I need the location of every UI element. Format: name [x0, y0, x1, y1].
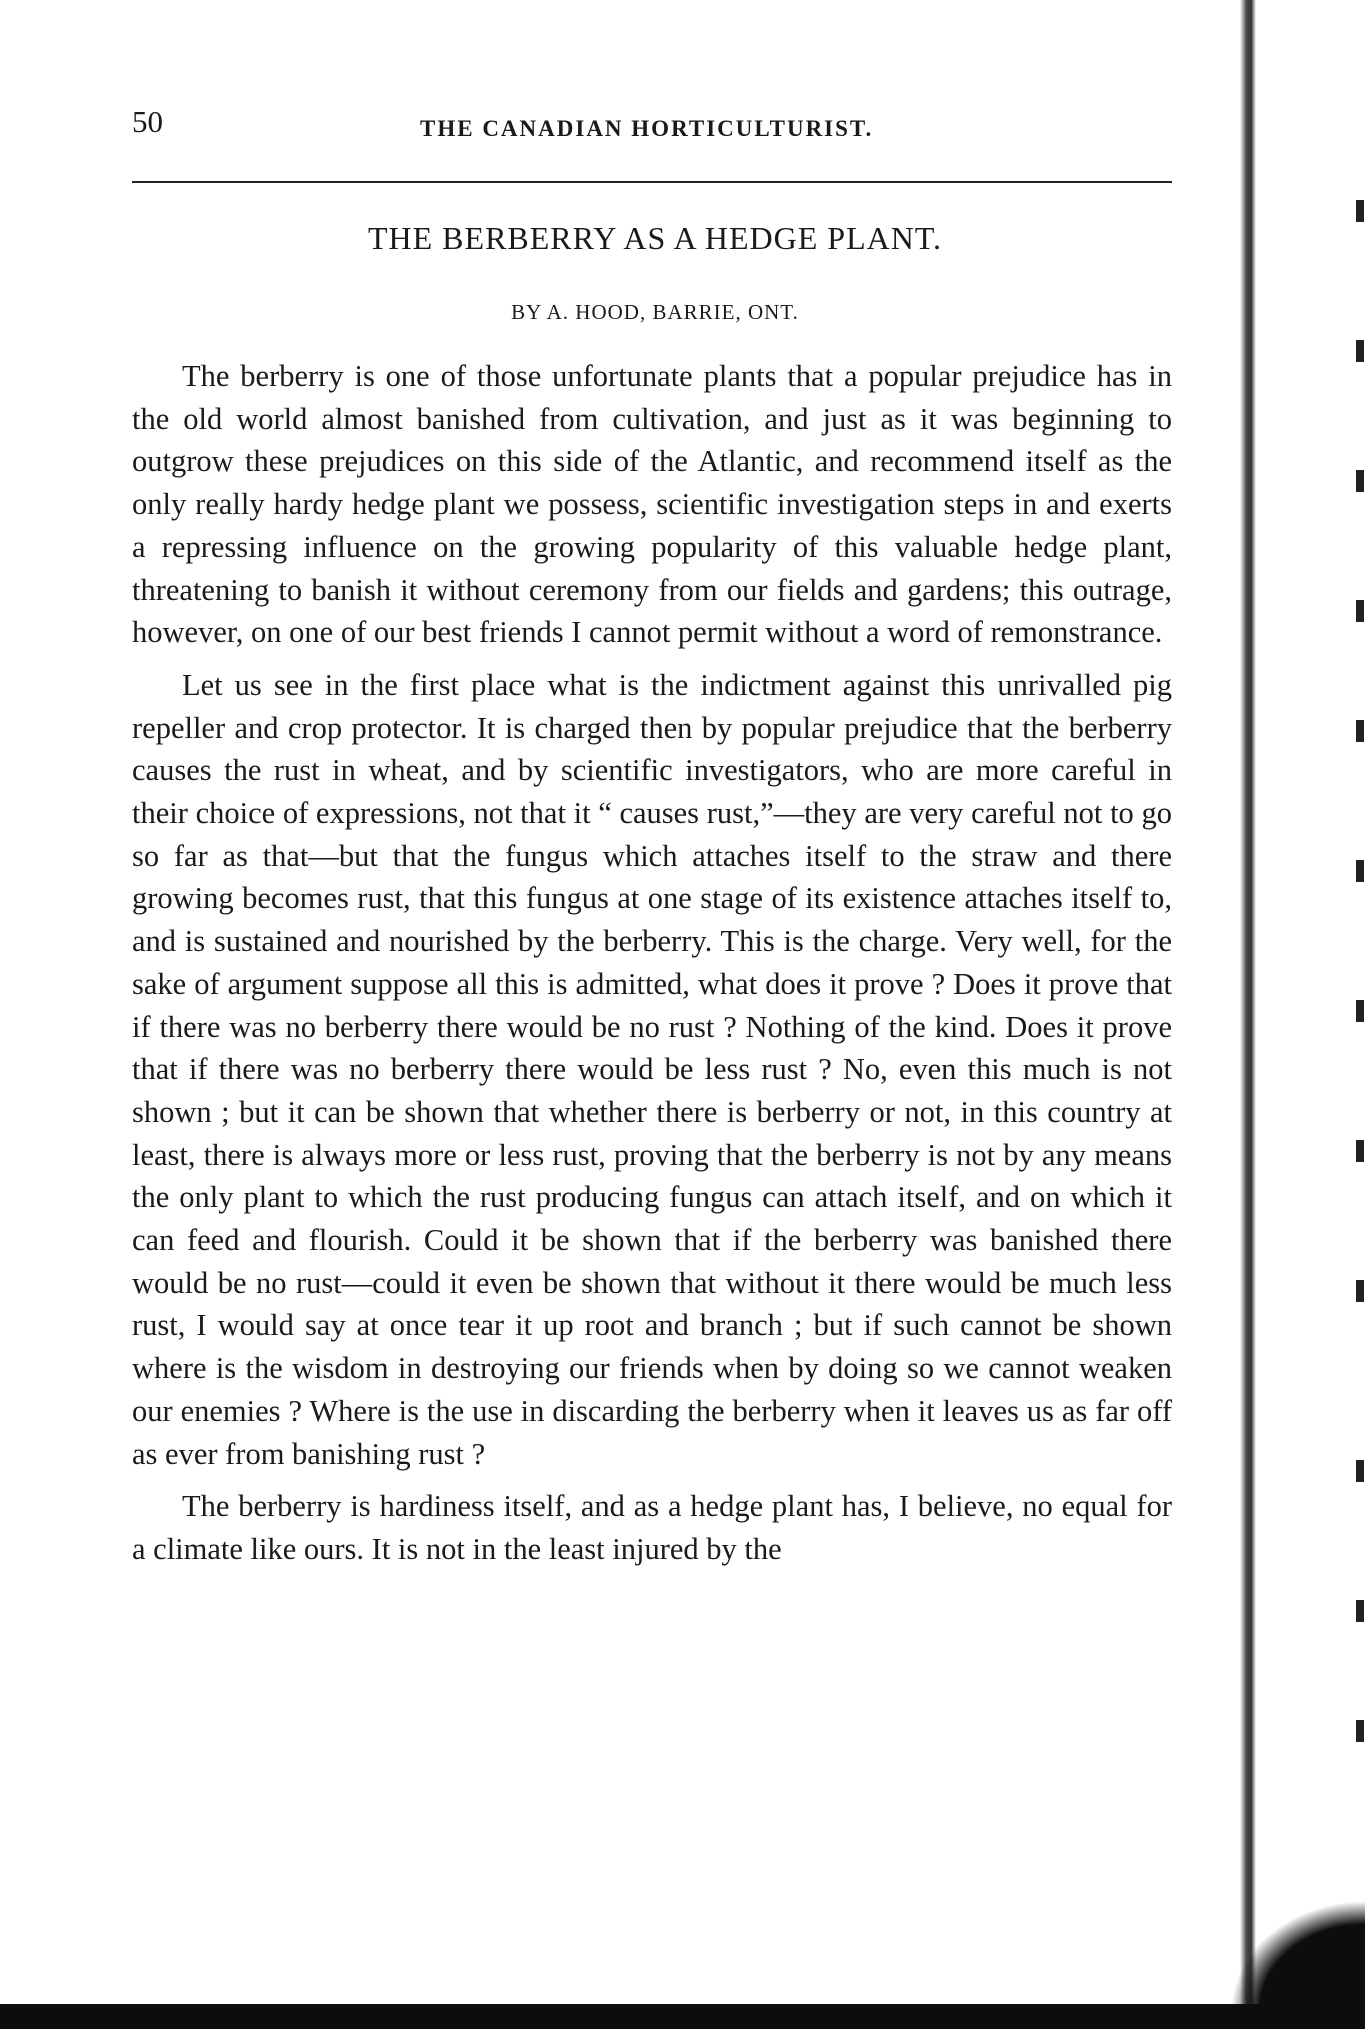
- article-title: THE BERBERRY AS A HEDGE PLANT.: [367, 220, 943, 256]
- facing-page-mark: [1356, 200, 1364, 222]
- article-body: [132, 355, 1172, 1581]
- facing-page-mark: [1356, 470, 1364, 492]
- page-corner-shadow: [1230, 1900, 1365, 2010]
- paragraph-2: Let us see in the first place what is the indictment against this unrivalled pig repeller and crop protector. It is charged then by popular prejudice that the berberry causes the rust in wheat, and by scientific investigators, who are more careful in their choice of expressions, not that it “ causes rust,”—they are very careful not to go so far as that—but that the fungus which attaches itself to the straw and there growing becomes rust, that this fungus at one stage of its existence attaches itself to, and is sustained and nourished by the berberry. This is the charge. Very well, for the sake of argument suppose all this is admitted, what does it prove ? Does it prove that if there was no berberry there would be no rust ? Nothing of the kind. Does it prove that if there was no berberry there would be less rust ? No, even this much is not shown ; but it can be shown that whether there is berberry or not, in this country at least, there is always more or less rust, proving that the berberry is not by any means the only plant to which the rust producing fungus can attach itself, and on which it can feed and flourish. Could it be shown that if the berberry was banished there would be no rust—could it even be shown that without it there would be much less rust, I would say at once tear it up root and branch ; but if such cannot be shown where is the wisdom in destroying our friends when by doing so we cannot weaken our enemies ? Where is the use in discarding the berberry when it leaves us as far off as ever from banishing rust ?: [132, 667, 1172, 1471]
- facing-page-mark: [1356, 1720, 1364, 1742]
- facing-page-mark: [1356, 860, 1364, 882]
- running-head: THE CANADIAN HORTICULTURIST.: [420, 116, 874, 141]
- paragraph-1: The berberry is one of those unfortunate plants that a popular prejudice has in the old world almost banished from cultivation, and just as it was beginning to outgrow these prejudices on this side of the Atlantic, and recommend itself as the only really hardy hedge plant we possess, scientific investigation steps in and exerts a repressing influence on the growing popularity of this valuable hedge plant, threatening to banish it without ceremony from our fields and gardens; this outrage, however, on one of our best friends I cannot permit without a word of remonstrance.: [132, 359, 1172, 650]
- facing-page-mark: [1356, 1460, 1364, 1482]
- facing-page-mark: [1356, 1600, 1364, 1622]
- facing-page-mark: [1356, 720, 1364, 742]
- facing-page-mark: [1356, 1280, 1364, 1302]
- facing-page-mark: [1356, 1140, 1364, 1162]
- paragraph-3: The berberry is hardiness itself, and as a hedge plant has, I believe, no equal for a climate like ours. It is not in the least injured by the: [132, 1489, 1172, 1566]
- article-byline: BY A. HOOD, BARRIE, ONT.: [511, 300, 799, 324]
- bottom-scan-edge: [0, 2004, 1365, 2029]
- facing-page-mark: [1356, 340, 1364, 362]
- facing-page-mark: [1356, 1000, 1364, 1022]
- facing-page-mark: [1356, 600, 1364, 622]
- page-gutter-shadow: [1240, 0, 1256, 2029]
- facing-page-sliver: [1256, 0, 1365, 2029]
- page-number: 50: [132, 104, 163, 139]
- header-rule: [132, 181, 1172, 183]
